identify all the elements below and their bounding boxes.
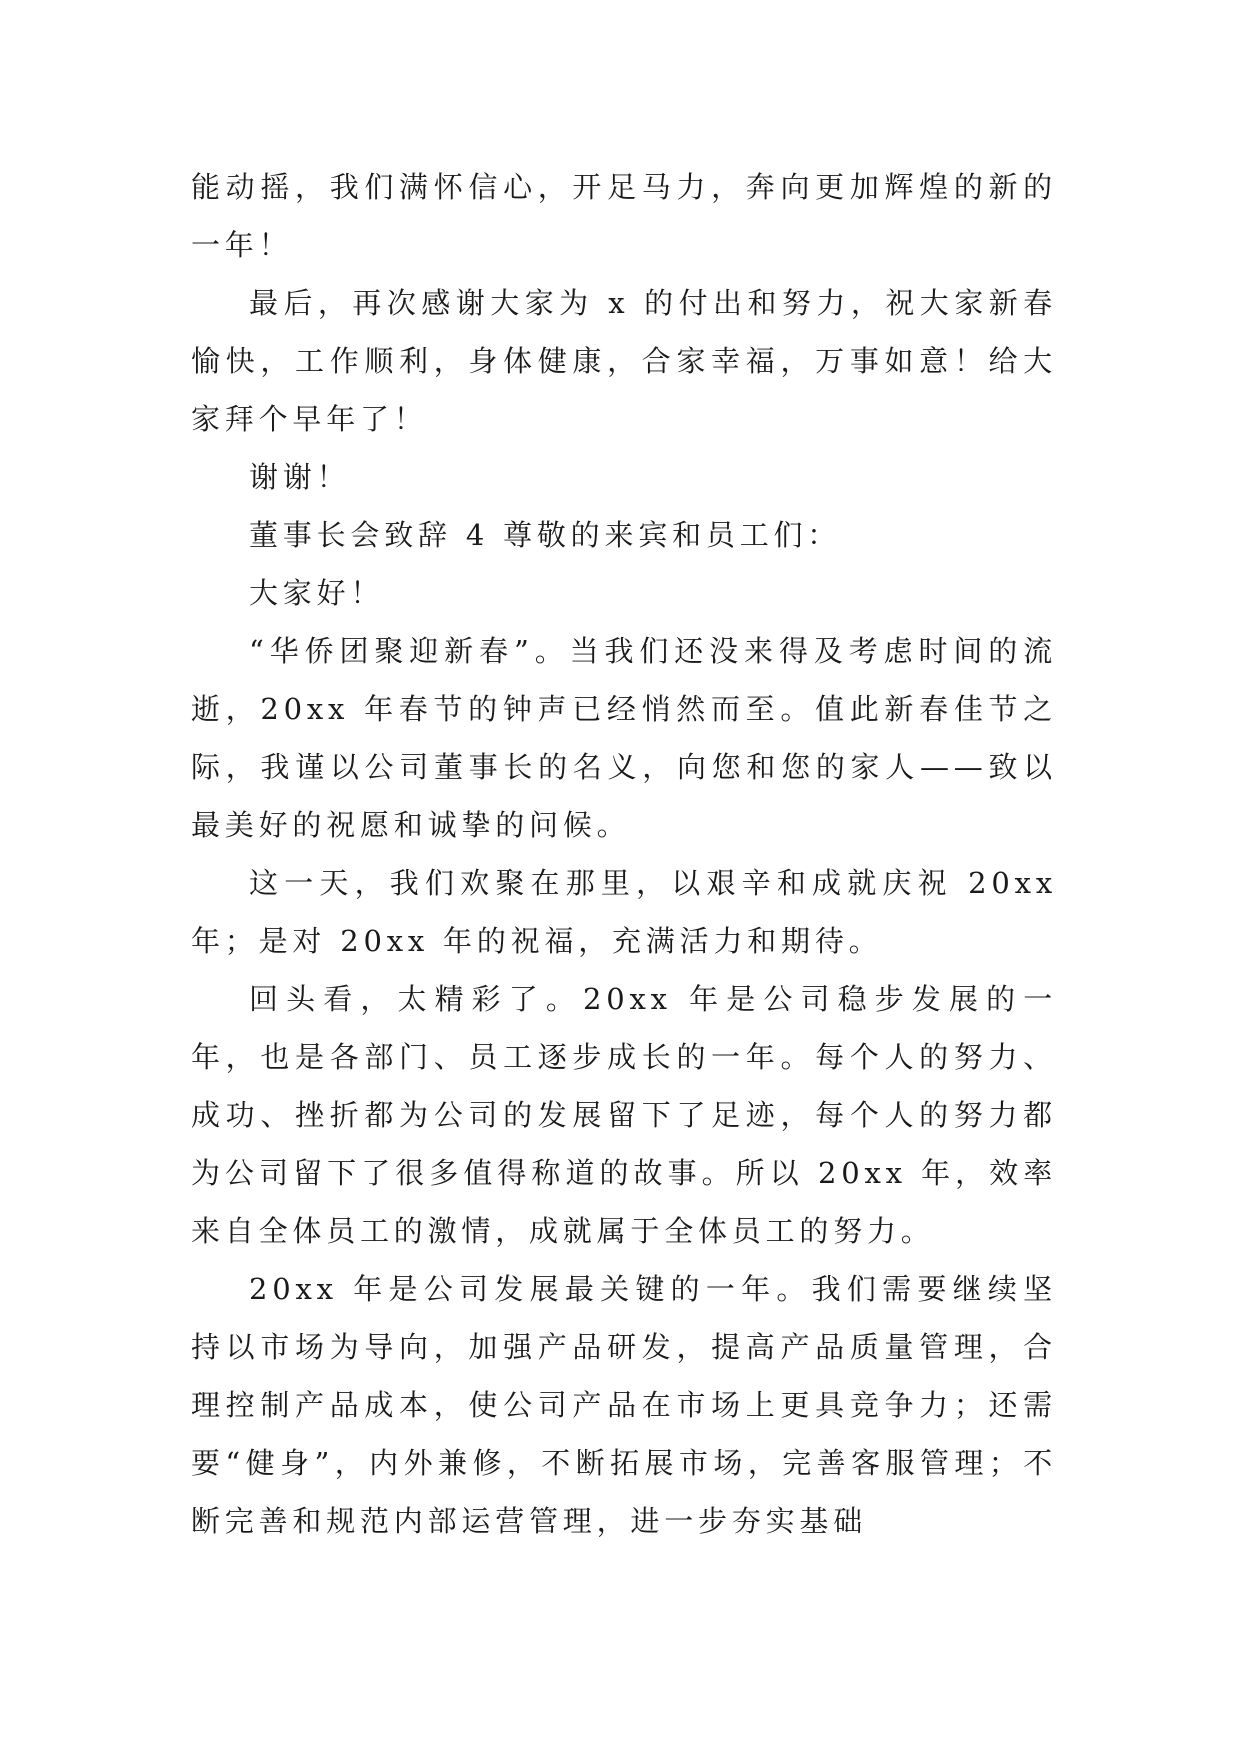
paragraph-3: 谢谢！ xyxy=(249,460,351,494)
paragraph-5: 大家好！ xyxy=(249,576,385,610)
paragraph-8: 回头看，太精彩了。20xx 年是公司稳步发展的一年，也是各部门、员工逐步成长的一年。每个人的努力、成功、挫折都为公司的发展留下了足迹，每个人的努力都为公司留下了很多值得称道的故事。所以 20xx 年，效率来自全体员工的激情，成就属于全体员工的努力。 xyxy=(191,982,1057,1248)
paragraph-2: 最后，再次感谢大家为 x 的付出和努力，祝大家新春愉快，工作顺利，身体健康，合家幸福，万事如意！给大家拜个早年了！ xyxy=(191,286,1057,436)
paragraph-1: 能动摇，我们满怀信心，开足马力，奔向更加辉煌的新的一年！ xyxy=(191,170,1057,262)
paragraph-4: 董事长会致辞 4 尊敬的来宾和员工们： xyxy=(249,518,842,552)
paragraph-6: “华侨团聚迎新春”。当我们还没来得及考虑时间的流逝，20xx 年春节的钟声已经悄然而至。值此新春佳节之际，我谨以公司董事长的名义，向您和您的家人——致以最美好的祝愿和诚挚的问候。 xyxy=(191,634,1057,842)
document-body xyxy=(191,158,1072,1550)
paragraph-7: 这一天，我们欢聚在那里，以艰辛和成就庆祝 20xx 年；是对 20xx 年的祝福，充满活力和期待。 xyxy=(191,866,1072,958)
paragraph-9: 20xx 年是公司发展最关键的一年。我们需要继续坚持以市场为导向，加强产品研发，提高产品质量管理，合理控制产品成本，使公司产品在市场上更具竞争力；还需要“健身”，内外兼修，不断拓展市场，完善客服管理；不断完善和规范内部运营管理，进一步夯实基础 xyxy=(191,1272,1057,1538)
